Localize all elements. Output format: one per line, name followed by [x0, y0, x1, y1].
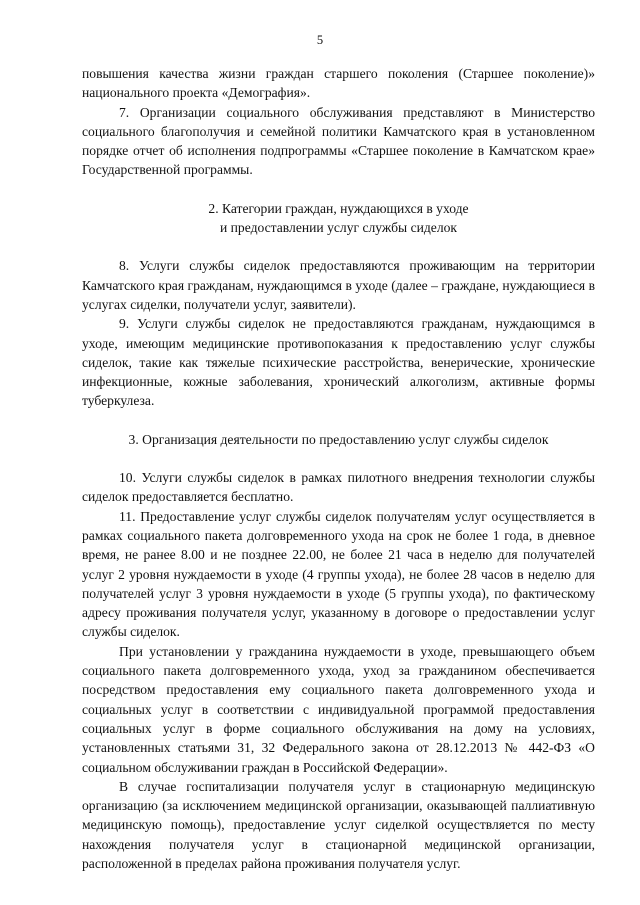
- paragraph-9: 9. Услуги службы сиделок не предоставляются гражданам, нуждающимся в уходе, имеющим медицинские противопоказания к предоставлению услуг службы сиделок, такие как тяжелые психические расстройства, венерические, хронические инфекционные, кожные заболевания, хронический алкоголизм, активные формы туберкулеза.: [82, 316, 595, 409]
- section-3-heading: 3. Организация деятельности по предоставлению услуг службы сиделок: [128, 431, 549, 447]
- paragraph-13: В случае госпитализации получателя услуг в стационарную медицинскую организацию (за исключением медицинской организации, оказывающей паллиативную медицинскую помощь), предоставление услуг сиделкой осуществляется по месту нахождения получателя услуг в стационарной медицинской организации, расположенной в пределах района проживания получателя услуг.: [82, 778, 595, 871]
- document-body: [82, 64, 595, 873]
- paragraph-10: 10. Услуги службы сиделок в рамках пилотного внедрения технологии службы сиделок предоставляется бесплатно.: [82, 470, 595, 505]
- paragraph-12: При установлении у гражданина нуждаемости в уходе, превышающего объем социального пакета долговременного ухода, уход за гражданином обеспечивается посредством предоставления ему социального пакета долговременного ухода и социальных услуг в соответствии с индивидуальной программой предоставления социальных услуг в форме социального обслуживания на дому на условиях, установленных статьями 31, 32 Федерального закона от 28.12.2013 № 442-ФЗ «О социальном обслуживании граждан в Российской Федерации».: [82, 643, 595, 775]
- page-number: 5: [316, 33, 324, 47]
- spacer: [82, 180, 595, 199]
- paragraph-continuation: повышения качества жизни граждан старшего поколения (Старшее поколение)» национального проекта «Демография».: [82, 66, 595, 101]
- paragraph-8: 8. Услуги службы сиделок предоставляются проживающим на территории Камчатского края гражданам, нуждающимся в уходе (далее – граждане, нуждающиеся в услугах сиделки, получатели услуг, заявители).: [82, 258, 595, 312]
- paragraph-7: 7. Организации социального обслуживания представляют в Министерство социального благополучия и семейной политики Камчатского края в установленном порядке отчет об исполнения подпрограммы «Старшее поколение в Камчатском крае» Государственной программы.: [82, 104, 595, 178]
- spacer: [82, 411, 595, 430]
- spacer: [82, 449, 595, 468]
- spacer: [82, 237, 595, 256]
- section-2-heading-line-1: 2. Категории граждан, нуждающихся в уходе: [208, 200, 469, 216]
- section-2-heading-line-2: и предоставлении услуг службы сиделок: [219, 220, 458, 236]
- paragraph-11: 11. Предоставление услуг службы сиделок получателям услуг осуществляется в рамках социального пакета долговременного ухода на срок не более 1 года, в дневное время, не ранее 8.00 и не позднее 22.00, не более 21 часа в неделю для получателей услуг 2 уровня нуждаемости в уходе (4 группы ухода), не более 28 часов в неделю для получателей услуг 3 уровня нуждаемости в уходе (5 группы ухода), по фактическому адресу проживания получателя услуг, указанному в договоре о предоставлении услуг службы сиделок.: [82, 508, 595, 640]
